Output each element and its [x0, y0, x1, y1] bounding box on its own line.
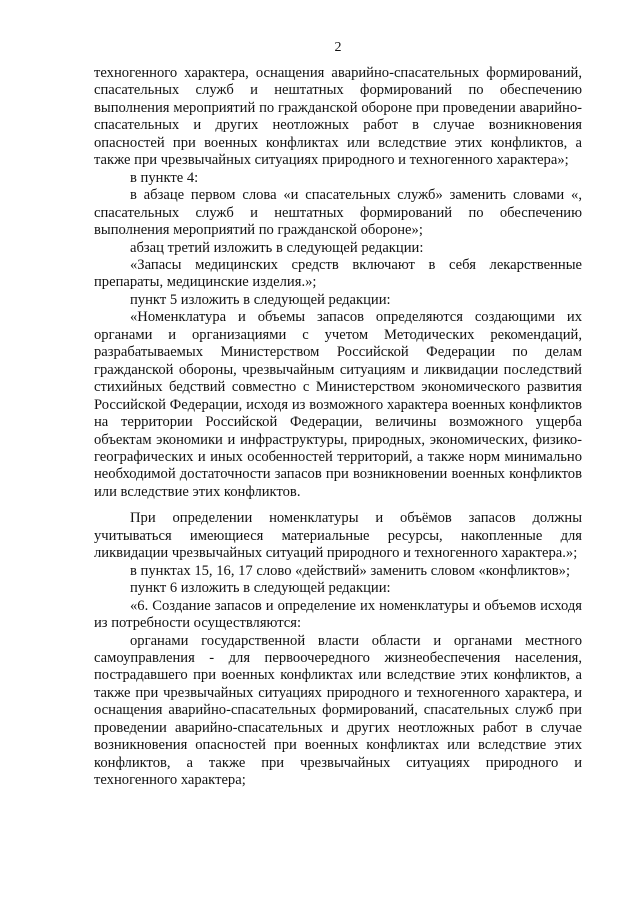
paragraph: органами государственной власти области и органами местного самоуправления - для первоочередного жизнеобеспечения населения, пострадавшего при военных конфликтах или вследствие этих конфликтов, а также при чрезвычайных ситуациях природного и техногенного характера, и оснащения аварийно-спасательных формирований, спасательных служб при проведении аварийно-спасательных и других неотложных работ в случае возникновения опасностей при военных конфликтах или вследствие этих конфликтов, а также при чрезвычайных ситуациях природного и техногенного характера;: [94, 632, 582, 789]
document-body: [94, 65, 582, 790]
paragraph: пункт 6 изложить в следующей редакции:: [130, 580, 391, 597]
paragraph: При определении номенклатуры и объёмов запасов должны учитываться имеющиеся материальные ресурсы, накопленные для ликвидации чрезвычайных ситуаций природного и техногенного характера.»;: [94, 510, 582, 562]
paragraph: «Номенклатура и объемы запасов определяются создающими их органами и организациями с учетом Методических рекомендаций, разрабатываемых Министерством Российской Федерации по делам гражданской обороны, чрезвычайным ситуациям и ликвидации последствий стихийных бедствий совместно с Министерством экономического развития Российской Федерации, исходя из возможного характера военных конфликтов на территории Российской Федерации, величины возможного ущерба объектам экономики и инфраструктуры, природных, экономических, физико-географических и иных особенностей территорий, а также норм минимально необходимой достаточности запасов при возникновении военных конфликтов или вследствие этих конфликтов.: [94, 309, 582, 500]
page-number: 2: [334, 40, 342, 55]
paragraph: в пункте 4:: [130, 169, 199, 186]
paragraph: «6. Создание запасов и определение их номенклатуры и объемов исходя из потребности осуществляются:: [94, 597, 582, 632]
paragraph: «Запасы медицинских средств включают в себя лекарственные препараты, медицинские изделия.»;: [94, 256, 582, 291]
paragraph: абзац третий изложить в следующей редакции:: [130, 239, 424, 256]
paragraph: техногенного характера, оснащения аварийно-спасательных формирований, спасательных служб и нештатных формирований по обеспечению выполнения мероприятий по гражданской обороне при проведении аварийно-спасательных и других неотложных работ в случае возникновения опасностей при военных конфликтах или вследствие этих конфликтов, а также при чрезвычайных ситуациях природного и техногенного характера»;: [94, 65, 582, 169]
paragraph: пункт 5 изложить в следующей редакции:: [130, 291, 391, 308]
paragraph: в абзаце первом слова «и спасательных служб» заменить словами «, спасательных служб и нештатных формирований по обеспечению выполнения мероприятий по гражданской обороне»;: [94, 187, 582, 239]
paragraph: в пунктах 15, 16, 17 слово «действий» заменить словом «конфликтов»;: [130, 562, 571, 579]
